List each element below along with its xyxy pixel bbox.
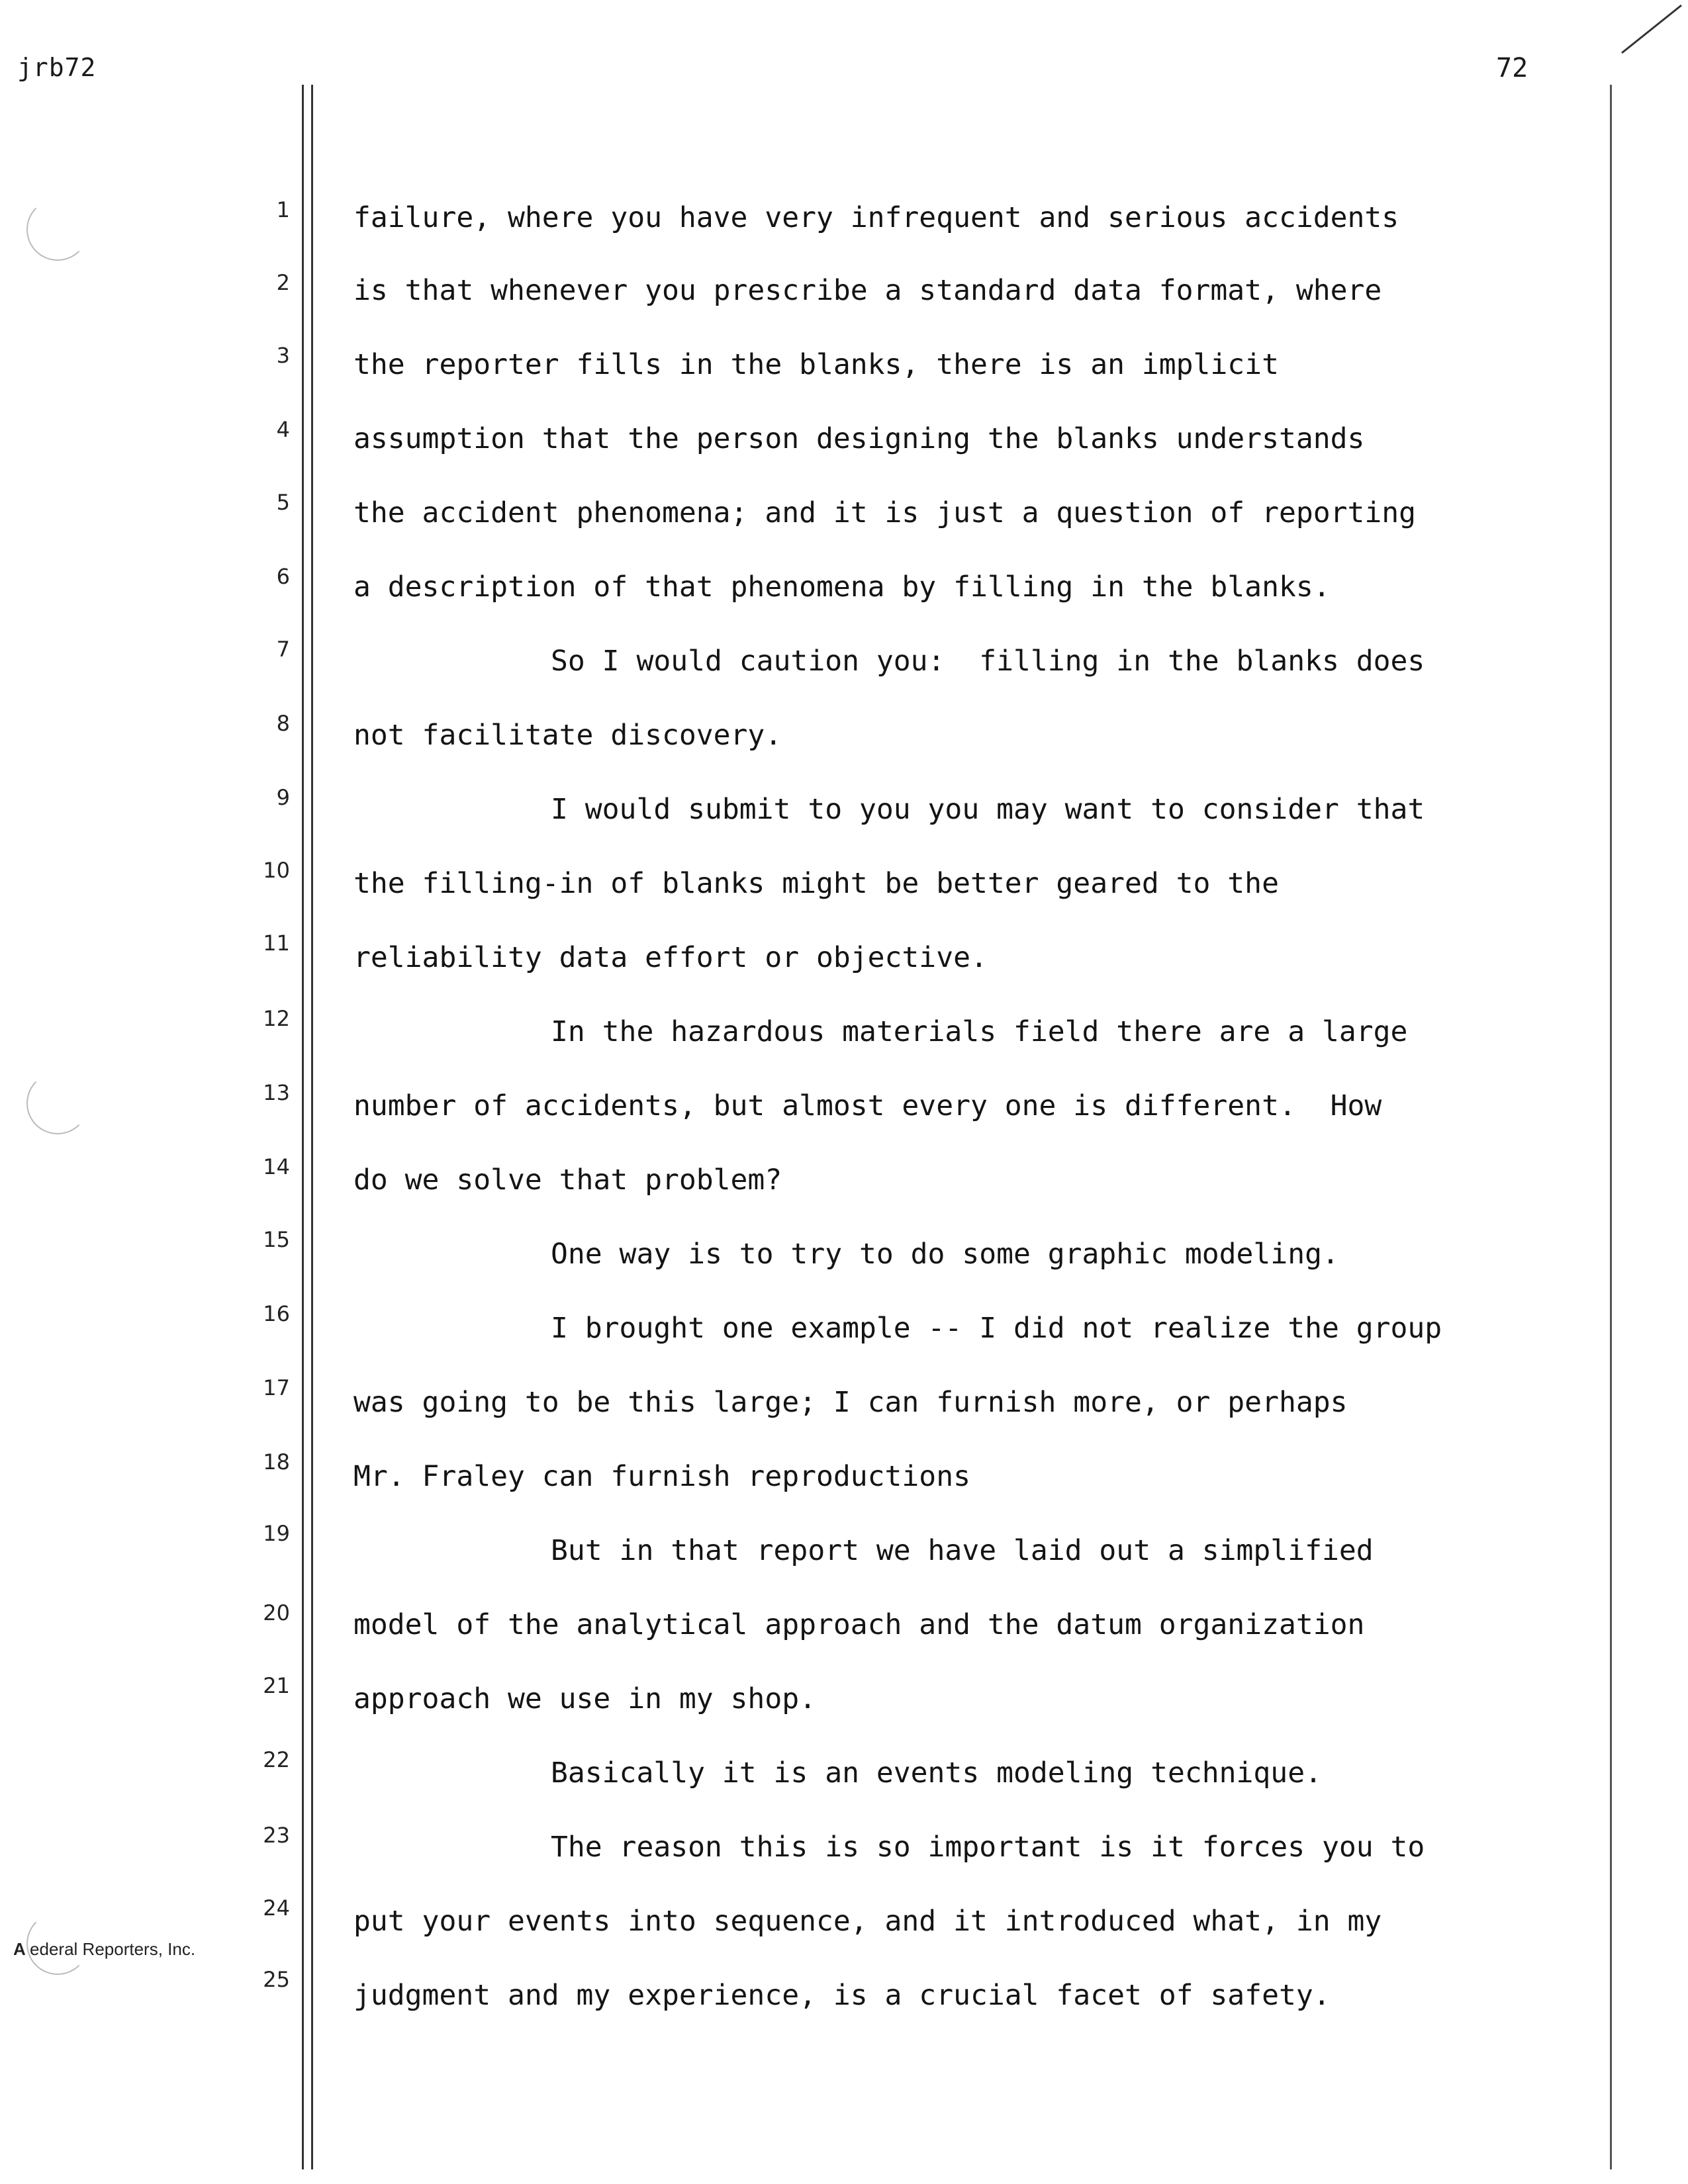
line-number: 15	[263, 1227, 290, 1252]
transcript-line: model of the analytical approach and the datum organization	[353, 1608, 1365, 1641]
transcript-line: the filling-in of blanks might be better geared to the	[353, 867, 1279, 900]
line-number: 17	[263, 1375, 290, 1400]
line-number: 14	[263, 1154, 290, 1179]
line-number: 7	[276, 637, 290, 662]
transcript-line: do we solve that problem?	[353, 1163, 782, 1197]
margin-rule-right	[1610, 85, 1612, 2169]
transcript-line: approach we use in my shop.	[353, 1682, 816, 1715]
line-number: 19	[263, 1521, 290, 1546]
reporter-mark-prefix: A	[13, 1939, 25, 1959]
line-number: 11	[263, 931, 290, 956]
line-number: 3	[276, 343, 290, 368]
line-number: 23	[263, 1823, 290, 1848]
line-number: 20	[263, 1600, 290, 1625]
transcript-line: Mr. Fraley can furnish reproductions	[353, 1460, 970, 1493]
transcript-line: I would submit to you you may want to consider that	[551, 793, 1425, 826]
line-number: 21	[263, 1673, 290, 1698]
reporter-mark-name: ederal Reporters, Inc.	[30, 1939, 196, 1959]
transcript-line: I brought one example -- I did not realize the group	[551, 1312, 1442, 1345]
transcript-line: The reason this is so important is it forces you to	[551, 1831, 1425, 1864]
line-number: 24	[263, 1895, 290, 1921]
transcript-line: One way is to try to do some graphic modeling.	[551, 1238, 1339, 1271]
transcript-line: was going to be this large; I can furnish more, or perhaps	[353, 1386, 1348, 1419]
binder-hole-mark	[26, 199, 89, 261]
line-number: 18	[263, 1449, 290, 1475]
line-number: 22	[263, 1747, 290, 1772]
transcript-id: jrb72	[17, 53, 97, 82]
line-number: 9	[276, 785, 290, 810]
transcript-line: is that whenever you prescribe a standard data format, where	[353, 274, 1382, 307]
transcript-line: But in that report we have laid out a simplified	[551, 1534, 1374, 1567]
transcript-line: failure, where you have very infrequent and serious accidents	[353, 201, 1399, 234]
transcript-line: put your events into sequence, and it introduced what, in my	[353, 1905, 1382, 1938]
line-number: 4	[276, 417, 290, 442]
line-number: 12	[263, 1006, 290, 1031]
transcript-line: Basically it is an events modeling technique.	[551, 1756, 1322, 1790]
transcript-line: a description of that phenomena by filling in the blanks.	[353, 570, 1331, 604]
court-reporter-mark	[13, 1939, 195, 1960]
transcript-line: number of accidents, but almost every one is different. How	[353, 1089, 1382, 1122]
transcript-line: reliability data effort or objective.	[353, 941, 988, 974]
corner-check-mark	[1615, 0, 1688, 60]
margin-rule-left-double	[311, 85, 313, 2169]
transcript-line: assumption that the person designing the blanks understands	[353, 422, 1365, 455]
line-number: 16	[263, 1301, 290, 1326]
transcript-line: the reporter fills in the blanks, there is an implicit	[353, 348, 1279, 381]
transcript-line: In the hazardous materials field there are a large	[551, 1015, 1408, 1048]
transcript-line: judgment and my experience, is a crucial facet of safety.	[353, 1979, 1331, 2012]
transcript-line: not facilitate discovery.	[353, 719, 782, 752]
line-number: 1	[276, 197, 290, 222]
line-number: 2	[276, 270, 290, 295]
line-number: 10	[263, 858, 290, 883]
line-number: 25	[263, 1967, 290, 1992]
page-number: 72	[1496, 53, 1528, 83]
transcript-line: the accident phenomena; and it is just a question of reporting	[353, 496, 1417, 529]
line-number: 8	[276, 711, 290, 736]
line-number: 13	[263, 1080, 290, 1105]
line-number: 5	[276, 490, 290, 515]
line-number: 6	[276, 564, 290, 589]
binder-hole-mark	[26, 1072, 89, 1134]
transcript-line: So I would caution you: filling in the blanks does	[551, 645, 1425, 678]
margin-rule-left	[302, 85, 304, 2169]
